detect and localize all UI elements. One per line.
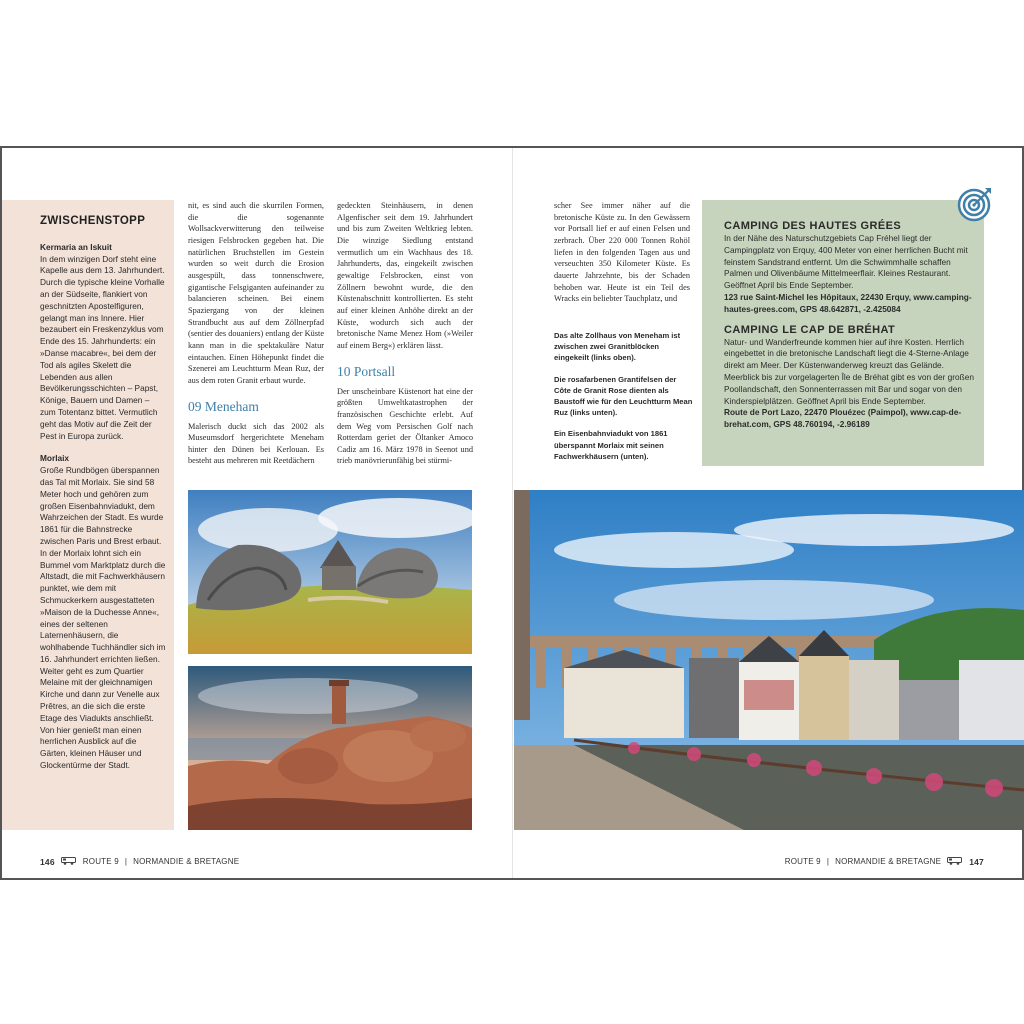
footer-separator-right: | bbox=[826, 857, 830, 866]
caption-granit-rose: Die rosafarbenen Grantifelsen der Côte de Granit Rose dienten als Baustoff wie für den Leuchtturm Mean Ruz (links unten). bbox=[554, 374, 693, 418]
region-label-left: NORMANDIE & BRETAGNE bbox=[133, 857, 240, 866]
mean-ruz-photo bbox=[188, 666, 472, 830]
camping-text-hautes-grees: In der Nähe des Naturschutzgebiets Cap Fréhel liegt der Campingplatz von Erquy, 400 Meter von einer herrlichen Bucht mit feinstem Sandstrand entfernt. Um die Schwimmhalle schaffen Palmen und Olivenbäume Mittelmeerflair. Kleines Restaurant. Geöffnet April bis Ende September. bbox=[724, 233, 968, 291]
col1-paragraph: nit, es sind auch die skurrilen Formen, die die sogenannte Wollsackverwitterung den teilweise riesigen Felsbrocken gegeben hat. Die natürlichen Bruchstellen im Gestein wurden so weit durch die Erosion ausgespült, dass tonnenschwere, gigantische Felsgiganten aufeinander zu balancieren scheinen. Bei einem Spaziergang von der kleinen Strandbucht aus auf dem Zöllnerpfad (sentier des douaniers) entlang der Küste kann man in die spektakuläre Natur eintauchen. Einen Höhepunkt findet die Szenerei am Leuchtturm Mean Ruz, der aus dem roten Granit erbaut wurde. bbox=[188, 201, 324, 385]
camping-title-hautes-grees: CAMPING DES HAUTES GRÉES bbox=[724, 220, 902, 232]
camper-van-icon bbox=[947, 856, 963, 867]
morlaix-viaduct-photo bbox=[514, 490, 1024, 830]
sidebar-text-kermaria: In dem winzigen Dorf steht eine Kapelle aus dem 13. Jahrhundert. Durch die typische kleine Vorhalle an der Südseite, flankiert von geschnitzten Apostelfiguren, gelangt man ins Innere. Hier bezaubert ein Freskenzyklus vom Ende des 15. Jahrhunderts: ein »Danse macabre«, bei dem der Tod als agiles Skelett die Lebenden aus allen Bevölkerungsschichten – Papst, Könige, Bauern und Damen – zum Totentanz bittet. Vermutlich geht das Motiv auf die Zeit der Pest in Europa zurück. bbox=[40, 253, 165, 441]
text-column-3 bbox=[554, 200, 690, 305]
camping-address-hautes-grees: 123 rue Saint-Michel les Hôpitaux, 22430 Erquy, www.camping-hautes-grees.com, GPS 48.642871, -2.425084 bbox=[724, 291, 972, 314]
heading-portsall: 10 Portsall bbox=[337, 363, 396, 379]
text-column-2 bbox=[337, 200, 473, 467]
caption-morlaix: Ein Eisenbahnviadukt von 1861 überspannt Morlaix mit seinen Fachwerkhäusern (unten). bbox=[554, 429, 668, 461]
sidebar-heading-kermaria: Kermaria an Iskuit bbox=[40, 241, 112, 252]
target-icon bbox=[957, 186, 993, 222]
book-spread bbox=[0, 146, 1024, 880]
caption-meneham: Das alte Zollhaus von Meneham ist zwischen zwei Granitblöcken eingekeilt (links oben). bbox=[554, 331, 681, 363]
region-label-right: NORMANDIE & BRETAGNE bbox=[835, 857, 942, 866]
sidebar-text-morlaix: Große Rundbögen überspannen das Tal mit Morlaix. Sie sind 58 Meter hoch und gehören zum großen Eisenbahnviadukt, dem Wahrzeichen der Stadt. Es wurde 1861 für die Bahnstrecke zwischen Paris und Brest erbaut. In der Morlaix lohnt sich ein Bummel vom Marktplatz durch die Altstadt, die mit Fachwerkhäusern punktet, wie dem mit Schmuckerkern ausgestatteten »Maison de la Duchesse Anne«, eines der seltenen Laternenhäusern, die wohlhabende Tuchhändler sich im 16. Jahrhundert errichten ließen. Weiter geht es zum Quartier Melaine mit der gleichnamigen Kirche und dann zur Venelle aux Prêtres, an die sich die erste Etage des Viadukts anschließt. Von hier genießt man einen herrlichen Ausblick auf die Gärten, kleinen Häuser und Glockentürme der Stadt. bbox=[40, 465, 166, 771]
route-label-right: ROUTE 9 bbox=[784, 857, 821, 866]
col3-paragraph: scher See immer näher auf die bretonische Küste zu. In den Gewässern vor Portsall lief er auf einen Felsen und zerbrach. Über 220 000 Tonnen Rohöl liefen in den folgenden Tagen aus und verseuchten 350 Kilometer Küste. Es dauerte Jahrzehnte, bis der Schaden behoben war. Heute ist ein Teil des Wracks ein beliebter Tauchplatz, und bbox=[554, 201, 690, 304]
camper-van-icon bbox=[61, 856, 77, 867]
photo-captions bbox=[554, 330, 694, 472]
col2-paragraph: gedeckten Steinhäusern, in denen Algenfischer seit dem 19. Jahrhundert und bis zum Zweiten Weltkrieg lebten. Die winzige Siedlung entstand vermutlich um ein Wachhaus des 18. Jahrhunderts, das, eingekeilt zwischen gewaltige Felsbrocken, einst von Zöllnern bewohnt wurde, die den Küstenabschnitt kontrollierten. Es steht auf einer kleinen Anhöhe direkt an der Küste, wodurch sich auch der bretonische Name Menez Hom (»Weiler auf einem Berg«) erklären lässt. bbox=[337, 201, 473, 350]
camping-title-cap-de-brehat: CAMPING LE CAP DE BRÉHAT bbox=[724, 323, 896, 336]
page-number-right: 147 bbox=[969, 856, 984, 867]
col2-paragraph-portsall: Der unscheinbare Küstenort hat eine der größten Umweltkatastrophen der französischen Geschichte erlebt. Auf dem Weg vom Persischen Golf nach Rotterdam geriet der Öltanker Amoco Cadiz am 16. März 1978 in Seenot und trieb manövrierunfähig bei stürmi- bbox=[337, 386, 473, 466]
text-column-1 bbox=[188, 200, 324, 467]
page-number-left: 146 bbox=[40, 856, 55, 867]
sidebar-title: ZWISCHENSTOPP bbox=[40, 215, 146, 227]
footer-left bbox=[40, 856, 239, 867]
footer-separator-left: | bbox=[124, 857, 128, 866]
camping-text-cap-de-brehat: Natur- und Wanderfreunde kommen hier auf ihre Kosten. Herrlich eingebettet in die bretonische Landschaft liegt die 4-Sterne-Anlage direkt am Meer. Der Küstenwanderweg kreuzt das Gelände. Meerblick bis zur vorgelagerten Île de Bréhat gibt es von der großen Poollandschaft, den Sonnenterrassen mit Bar und sogar von den Kinderspielplätzen. Geöffnet April bis Ende September. bbox=[724, 336, 974, 406]
footer-right bbox=[785, 856, 984, 867]
heading-meneham: 09 Meneham bbox=[188, 398, 259, 414]
camping-address-cap-de-brehat: Route de Port Lazo, 22470 Plouézec (Paimpol), www.cap-de-brehat.com, GPS 48.760194, -2.96189 bbox=[724, 407, 962, 430]
page-gutter bbox=[512, 148, 513, 878]
route-label-left: ROUTE 9 bbox=[82, 857, 119, 866]
zwischenstopp-sidebar bbox=[2, 200, 174, 830]
sidebar-heading-morlaix: Morlaix bbox=[40, 453, 70, 464]
camping-box bbox=[702, 200, 984, 466]
col1-paragraph-meneham: Malerisch duckt sich das 2002 als Museumsdorf hergerichtete Meneham hinter den Dünen bei Kerlouan. Es besteht aus mehreren mit Reetdächern bbox=[188, 421, 324, 466]
meneham-photo bbox=[188, 490, 472, 654]
